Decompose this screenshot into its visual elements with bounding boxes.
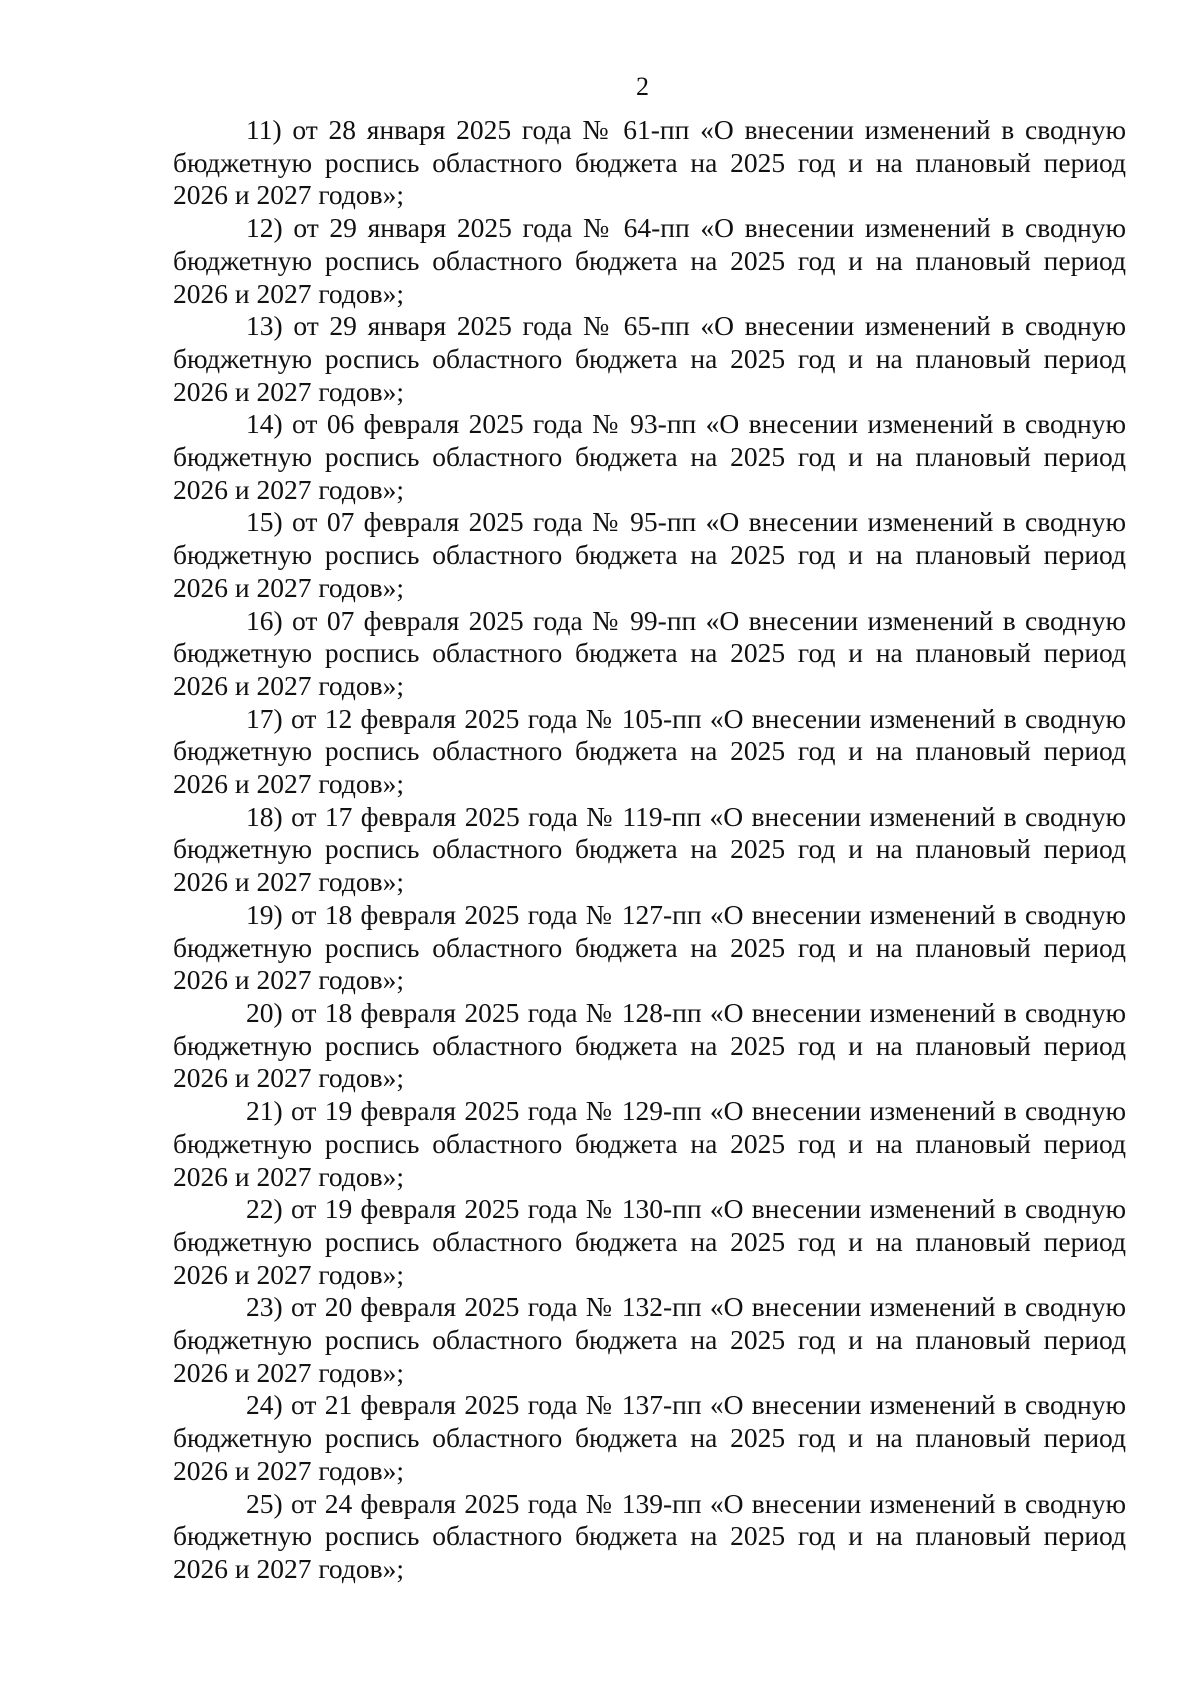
list-item — [173, 605, 1126, 703]
list-item — [173, 703, 1126, 801]
document-body — [173, 114, 1126, 1586]
list-item — [173, 1389, 1126, 1487]
item-text: от 18 февраля 2025 года № 127-пп «О внесении изменений в сводную бюджетную роспись областного бюджета на 2025 год и на плановый период 2026 и 2027 годов»; — [173, 898, 1127, 996]
list-item — [173, 408, 1126, 506]
list-item — [173, 899, 1126, 997]
item-text: от 21 февраля 2025 года № 137-пп «О внесении изменений в сводную бюджетную роспись областного бюджета на 2025 год и на плановый период 2026 и 2027 годов»; — [173, 1389, 1127, 1486]
item-text: от 29 января 2025 года № 65-пп «О внесении изменений в сводную бюджетную роспись областного бюджета на 2025 год и на плановый период 2026 и 2027 годов»; — [173, 310, 1126, 407]
list-item — [173, 212, 1126, 310]
item-number: 15) — [246, 506, 283, 538]
item-text: от 29 января 2025 года № 64-пп «О внесении изменений в сводную бюджетную роспись областного бюджета на 2025 год и на плановый период 2026 и 2027 годов»; — [173, 212, 1126, 309]
item-number: 21) — [246, 1095, 283, 1127]
item-text: от 20 февраля 2025 года № 132-пп «О внесении изменений в сводную бюджетную роспись областного бюджета на 2025 год и на плановый период 2026 и 2027 годов»; — [173, 1291, 1127, 1388]
list-item — [173, 310, 1126, 408]
item-text: от 19 февраля 2025 года № 130-пп «О внесении изменений в сводную бюджетную роспись областного бюджета на 2025 год и на плановый период 2026 и 2027 годов»; — [173, 1193, 1127, 1290]
list-item — [173, 997, 1126, 1095]
item-text: от 18 февраля 2025 года № 128-пп «О внесении изменений в сводную бюджетную роспись областного бюджета на 2025 год и на плановый период 2026 и 2027 годов»; — [173, 996, 1127, 1094]
item-number: 25) — [246, 1487, 283, 1519]
list-item — [173, 1095, 1126, 1193]
item-number: 24) — [246, 1389, 283, 1421]
list-item — [173, 801, 1126, 899]
item-number: 11) — [246, 114, 282, 145]
item-text: от 12 февраля 2025 года № 105-пп «О внесении изменений в сводную бюджетную роспись областного бюджета на 2025 год и на плановый период 2026 и 2027 годов»; — [173, 702, 1127, 800]
item-text: от 28 января 2025 года № 61-пп «О внесении изменений в сводную бюджетную роспись областного бюджета на 2025 год и на плановый период 2026 и 2027 годов»; — [173, 114, 1126, 211]
list-item — [173, 114, 1126, 212]
item-number: 20) — [246, 996, 283, 1028]
item-number: 22) — [246, 1193, 283, 1225]
item-number: 17) — [246, 702, 283, 734]
list-item — [173, 506, 1126, 604]
item-number: 13) — [246, 310, 283, 342]
item-text: от 19 февраля 2025 года № 129-пп «О внесении изменений в сводную бюджетную роспись областного бюджета на 2025 год и на плановый период 2026 и 2027 годов»; — [173, 1095, 1127, 1192]
item-text: от 07 февраля 2025 года № 95-пп «О внесении изменений в сводную бюджетную роспись областного бюджета на 2025 год и на плановый период 2026 и 2027 годов»; — [173, 506, 1127, 603]
item-number: 23) — [246, 1291, 283, 1323]
item-number: 16) — [246, 604, 283, 636]
item-number: 18) — [246, 800, 283, 832]
item-text: от 06 февраля 2025 года № 93-пп «О внесении изменений в сводную бюджетную роспись областного бюджета на 2025 год и на плановый период 2026 и 2027 годов»; — [173, 408, 1127, 505]
item-text: от 07 февраля 2025 года № 99-пп «О внесении изменений в сводную бюджетную роспись областного бюджета на 2025 год и на плановый период 2026 и 2027 годов»; — [173, 604, 1127, 701]
list-item — [173, 1488, 1126, 1586]
item-text: от 24 февраля 2025 года № 139-пп «О внесении изменений в сводную бюджетную роспись областного бюджета на 2025 год и на плановый период 2026 и 2027 годов»; — [173, 1487, 1127, 1584]
item-number: 14) — [246, 408, 283, 440]
item-number: 12) — [246, 212, 283, 244]
item-text: от 17 февраля 2025 года № 119-пп «О внесении изменений в сводную бюджетную роспись областного бюджета на 2025 год и на плановый период 2026 и 2027 годов»; — [173, 800, 1126, 898]
page-number: 2 — [636, 72, 649, 101]
list-item — [173, 1193, 1126, 1291]
item-number: 19) — [246, 898, 283, 930]
list-item — [173, 1291, 1126, 1389]
